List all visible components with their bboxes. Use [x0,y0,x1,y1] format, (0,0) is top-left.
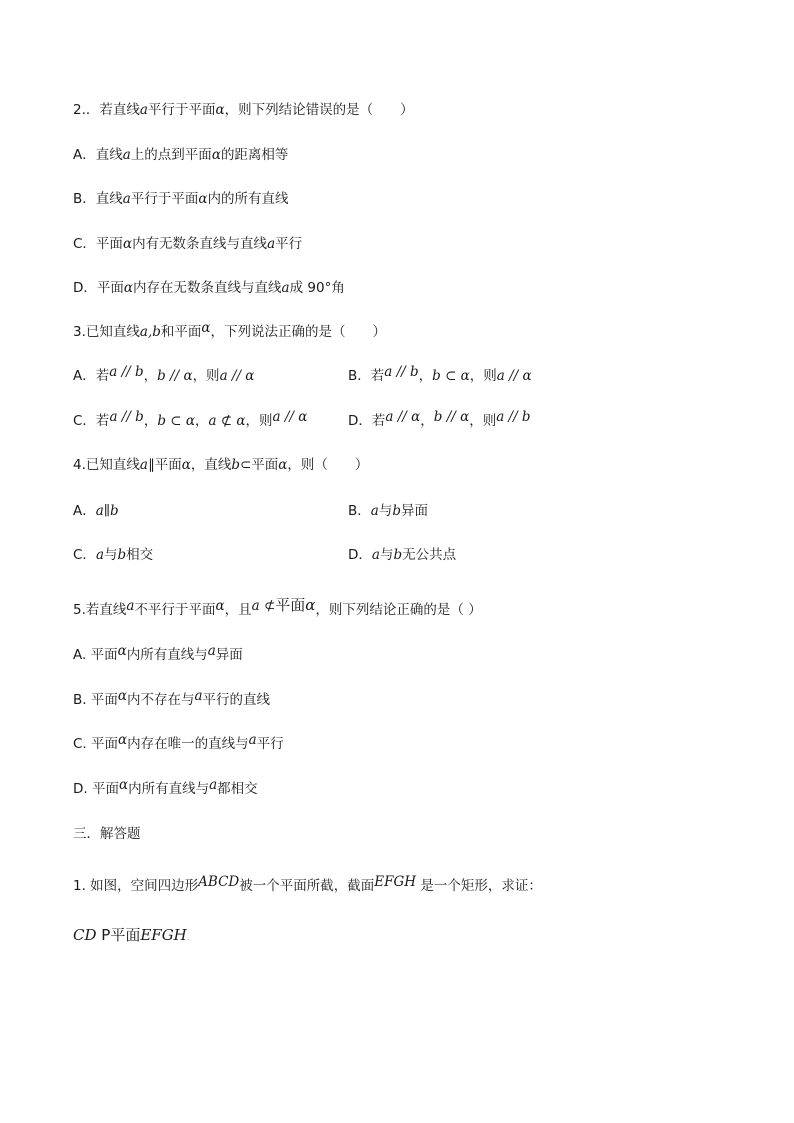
q2-option-c: C．平面α内有无数条直线与直线a平行 [73,236,303,252]
q2-stem: 2.．若直线a平行于平面α，则下列结论错误的是（ ） [73,102,414,118]
q5-option-b: B. 平面α内不存在与a平行的直线 [73,688,271,708]
solve1-stem: 1. 如图，空间四边形ABCD被一个平面所截，截面EFGH 是一个矩形，求证： [73,874,542,894]
q4-option-a: A．a∥b [73,503,119,519]
q3-option-d: D．若a // α，b // α，则a // b [348,409,531,429]
section-title: 三．解答题 [73,826,141,842]
solve1-proof-statement: CD P平面EFGH. [73,926,190,944]
q5-stem: 5.若直线a不平行于平面α，且a ⊄平面α，则下列结论正确的是（ ） [73,596,482,618]
q2-option-a: A．直线a上的点到平面α的距离相等 [73,147,289,163]
q3-stem: 3.已知直线a,b和平面α，下列说法正确的是（ ） [73,320,386,340]
q5-option-d: D. 平面α内所有直线与a都相交 [73,777,258,797]
q4-option-c: C．a与b相交 [73,547,154,563]
q4-option-b: B．a与b异面 [348,503,428,519]
q4-option-d: D．a与b无公共点 [348,547,457,563]
q4-stem: 4.已知直线a∥平面α，直线b⊂平面α，则（ ） [73,457,369,473]
q2-option-b: B．直线a平行于平面α内的所有直线 [73,191,289,207]
q3-option-b: B．若a // b，b ⊂ α，则a // α [348,364,532,384]
q5-option-c: C. 平面α内存在唯一的直线与a平行 [73,732,284,752]
q2-option-d: D．平面α内存在无数条直线与直线a成 90°角 [73,280,345,296]
q3-option-c: C．若a // b，b ⊂ α，a ⊄ α，则a // α [73,409,308,429]
q5-option-a: A. 平面α内所有直线与a异面 [73,643,243,663]
q3-option-a: A．若a // b，b // α，则a // α [73,364,255,384]
